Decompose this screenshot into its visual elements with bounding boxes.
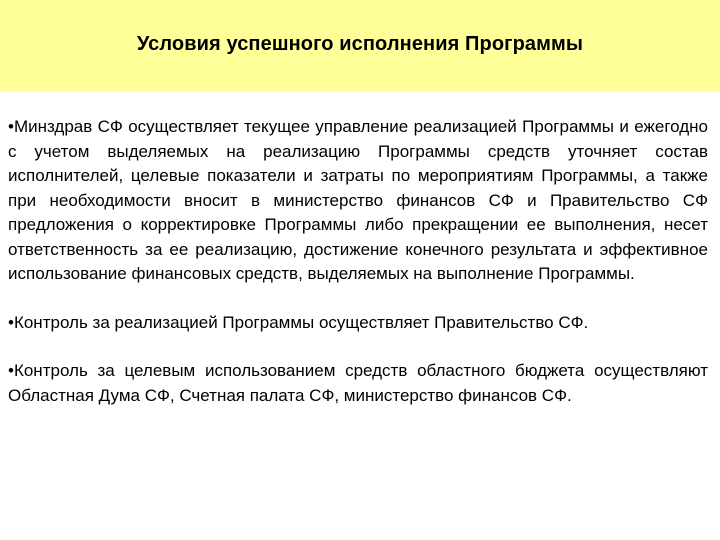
slide-title: Условия успешного исполнения Программы <box>136 32 584 55</box>
paragraph-2-text: Контроль за реализацией Программы осуществляет Правительство СФ. <box>13 312 589 332</box>
bullet-paragraph-1 <box>8 115 708 287</box>
bullet-paragraph-2 <box>8 311 708 336</box>
bullet-3: • <box>8 361 14 380</box>
bullet-1: • <box>8 117 14 136</box>
paragraph-3-text: Контроль за целевым использованием средств областного бюджета осуществляют Областная Дума СФ, Счетная палата СФ, министерство финансов СФ. <box>8 361 708 405</box>
paragraph-1-text: Минздрав СФ осуществляет текущее управление реализацией Программы и ежегодно с учетом выделяемых на реализацию Программы средств уточняет состав исполнителей, целевые показатели и затраты по мероприятиям Программы, а также при необходимости вносит в министерство финансов СФ и Правительство СФ предложения о корректировке Программы либо прекращении ее выполнения, несет ответственность за ее реализацию, достижение конечного результата и эффективное использование финансовых средств, выделяемых на выполнение Программы. <box>8 117 708 283</box>
content-area <box>8 115 708 432</box>
bullet-paragraph-3 <box>8 359 708 408</box>
bullet-2: • <box>8 312 14 332</box>
title-band <box>0 0 720 92</box>
